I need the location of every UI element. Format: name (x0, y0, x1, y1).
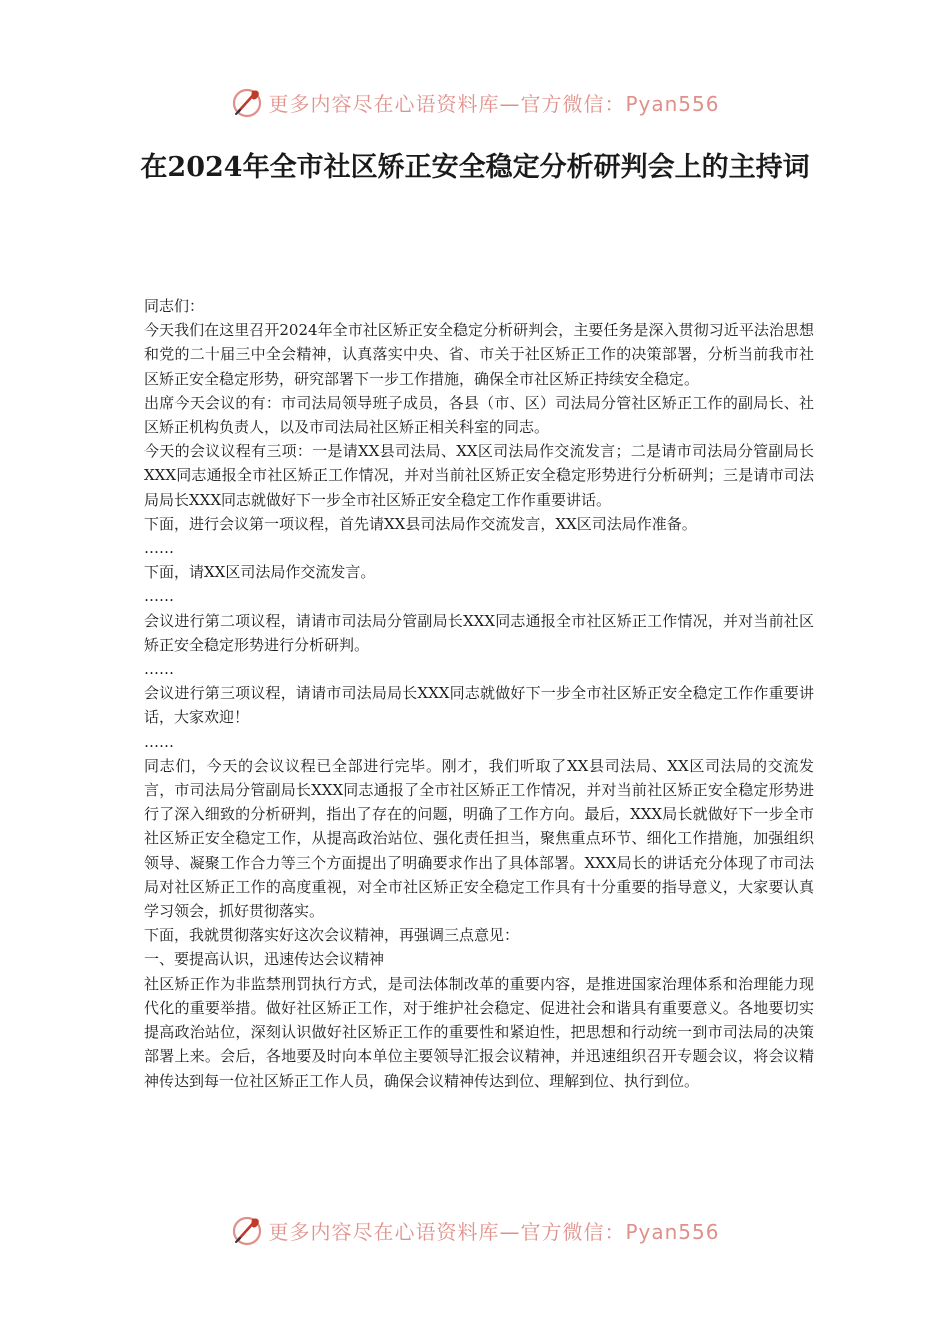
paragraph: 下面，请XX区司法局作交流发言。 (144, 563, 376, 582)
quill-pen-logo-icon (230, 85, 264, 119)
document-body (144, 294, 814, 1093)
paragraph: 今天我们在这里召开2024年全市社区矫正安全稳定分析研判会，主要任务是深入贯彻习近平法治思想和党的二十届三中全会精神，认真落实中央、省、市关于社区矫正工作的决策部署，分析当前我市社区矫正安全稳定形势，研究部署下一步工作措施，确保全市社区矫正持续安全稳定。 (144, 321, 814, 388)
section-heading: 一、要提高认识，迅速传达会议精神 (144, 950, 385, 969)
paragraph: 出席今天会议的有：市司法局领导班子成员，各县（市、区）司法局分管社区矫正工作的副局长、社区矫正机构负责人，以及市司法局社区矫正相关科室的同志。 (144, 393, 814, 437)
document-title: 在2024年全市社区矫正安全稳定分析研判会上的主持词 (140, 152, 810, 183)
ellipsis: …… (144, 660, 174, 679)
paragraph: 下面，进行会议第一项议程，首先请XX县司法局作交流发言，XX区司法局作准备。 (144, 514, 697, 533)
paragraph: 同志们，今天的会议议程已全部进行完毕。刚才，我们听取了XX县司法局、XX区司法局的交流发言，市司法局分管副局长XXX同志通报了全市社区矫正工作情况，并对当前社区矫正安全稳定形势进行了深入细致的分析研判，指出了存在的问题，明确了工作方向。最后，XXX局长就做好下一步全市社区矫正安全稳定工作，从提高政治站位、强化责任担当，聚焦重点环节、细化工作措施，加强组织领导、凝聚工作合力等三个方面提出了明确要求作出了具体部署。XXX局长的讲话充分体现了市司法局对社区矫正工作的高度重视，对全市社区矫正安全稳定工作具有十分重要的指导意义，大家要认真学习领会，抓好贯彻落实。 (144, 756, 814, 921)
watermark-text: 更多内容尽在心语资料库—官方微信：Pyan556 (268, 1219, 720, 1244)
paragraph: 下面，我就贯彻落实好这次会议精神，再强调三点意见： (144, 926, 520, 945)
paragraph: 社区矫正作为非监禁刑罚执行方式，是司法体制改革的重要内容，是推进国家治理体系和治理能力现代化的重要举措。做好社区矫正工作，对于维护社会稳定、促进社会和谐具有重要意义。各地要切实提高政治站位，深刻认识做好社区矫正工作的重要性和紧迫性，把思想和行动统一到市司法局的决策部署上来。会后，各地要及时向本单位主要领导汇报会议精神，并迅速组织召开专题会议，将会议精神传达到每一位社区矫正工作人员，确保会议精神传达到位、理解到位、执行到位。 (144, 974, 814, 1090)
header-watermark-banner (0, 80, 950, 124)
ellipsis: …… (144, 539, 174, 558)
paragraph: 今天的会议议程有三项：一是请XX县司法局、XX区司法局作交流发言；二是请市司法局分管副局长XXX同志通报全市社区矫正工作情况，并对当前社区矫正安全稳定形势进行分析研判；三是请市司法局局长XXX同志就做好下一步全市社区矫正安全稳定工作作重要讲话。 (144, 442, 814, 509)
paragraph-salutation: 同志们： (144, 297, 205, 315)
footer-watermark-banner (0, 1208, 950, 1252)
quill-pen-logo-icon (230, 1213, 264, 1247)
ellipsis: …… (144, 732, 174, 751)
paragraph: 会议进行第三项议程，请请市司法局局长XXX同志就做好下一步全市社区矫正安全稳定工作作重要讲话，大家欢迎！ (144, 684, 814, 727)
paragraph: 会议进行第二项议程，请请市司法局分管副局长XXX同志通报全市社区矫正工作情况，并对当前社区矫正安全稳定形势进行分析研判。 (144, 611, 814, 654)
ellipsis: …… (144, 587, 174, 606)
watermark-text: 更多内容尽在心语资料库—官方微信：Pyan556 (268, 91, 720, 116)
